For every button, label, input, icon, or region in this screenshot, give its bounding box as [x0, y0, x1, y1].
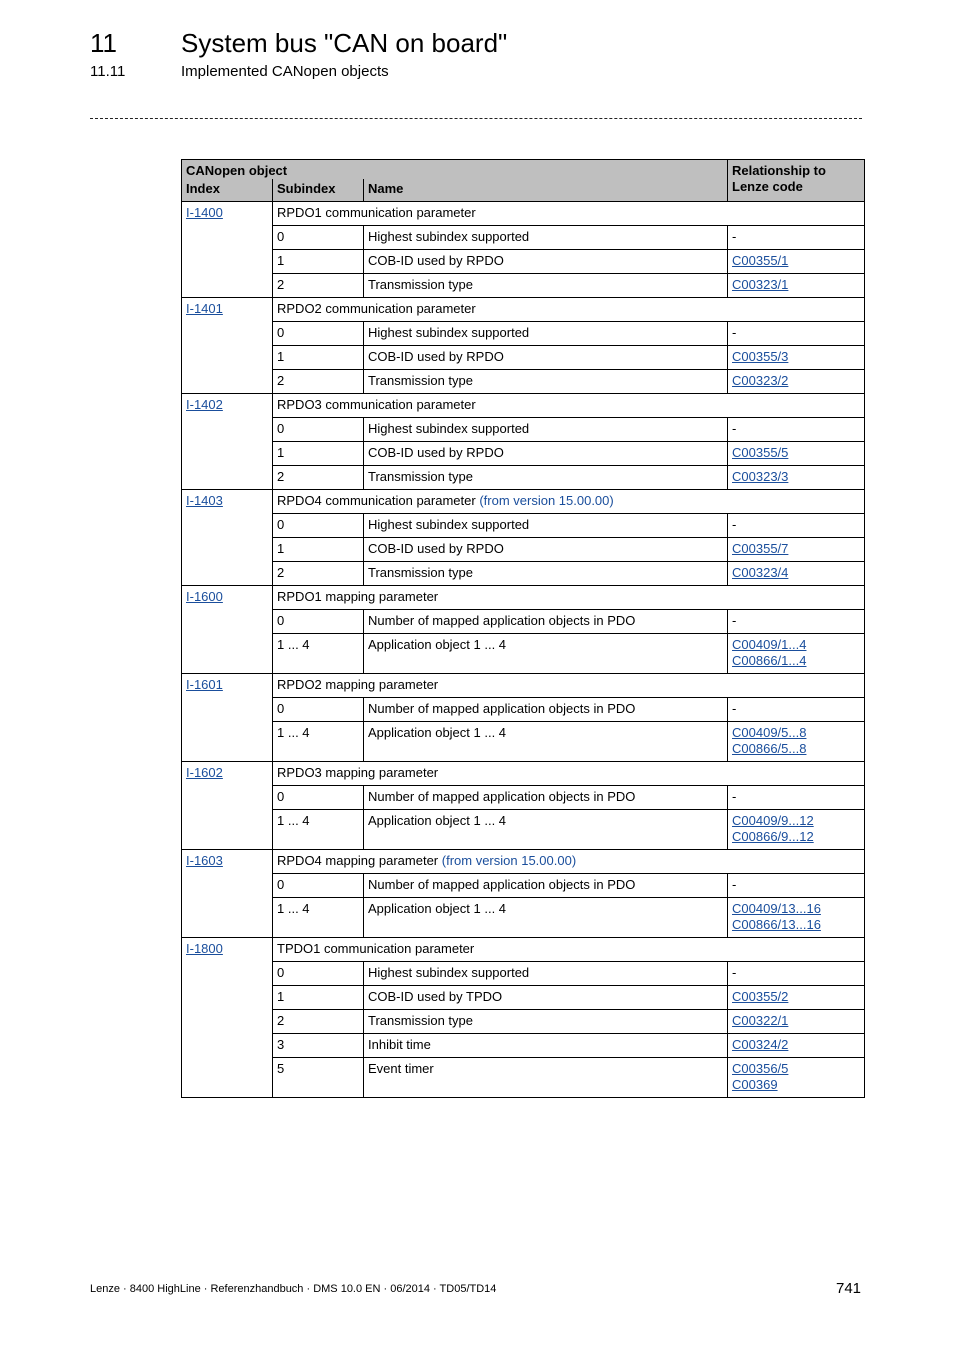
- subindex-row: [182, 226, 865, 250]
- lenze-code-link[interactable]: C00356/5: [732, 1061, 789, 1076]
- lenze-code-cell: [728, 346, 865, 370]
- subindex-row: [182, 538, 865, 562]
- name-cell: Application object 1 ... 4: [364, 634, 728, 674]
- no-code-dash: -: [732, 877, 737, 892]
- index-link[interactable]: I-1600: [186, 589, 223, 604]
- subindex-cell: 1 ... 4: [273, 634, 364, 674]
- subindex-cell: 0: [273, 514, 364, 538]
- lenze-code-link[interactable]: C00866/13...16: [732, 917, 821, 932]
- lenze-code-cell: [728, 786, 865, 810]
- lenze-code-link[interactable]: C00324/2: [732, 1037, 789, 1052]
- name-cell: Highest subindex supported: [364, 418, 728, 442]
- index-cell: [182, 394, 273, 490]
- lenze-code-cell: [728, 226, 865, 250]
- lenze-code-cell: [728, 874, 865, 898]
- name-cell: Highest subindex supported: [364, 322, 728, 346]
- subindex-cell: 1 ... 4: [273, 898, 364, 938]
- subindex-cell: 0: [273, 322, 364, 346]
- lenze-code-cell: [728, 634, 865, 674]
- object-title-cell: [273, 490, 865, 514]
- subindex-cell: 1 ... 4: [273, 810, 364, 850]
- object-title: RPDO2 communication parameter: [277, 301, 476, 316]
- no-code-dash: -: [732, 229, 737, 244]
- subindex-cell: 0: [273, 962, 364, 986]
- index-cell: [182, 490, 273, 586]
- index-link[interactable]: I-1401: [186, 301, 223, 316]
- subindex-row: [182, 1010, 865, 1034]
- lenze-code-link[interactable]: C00322/1: [732, 1013, 789, 1028]
- lenze-code-link[interactable]: C00409/5...8: [732, 725, 807, 740]
- lenze-code-cell: [728, 898, 865, 938]
- lenze-code-link[interactable]: C00409/1...4: [732, 637, 807, 652]
- name-cell: Number of mapped application objects in PDO: [364, 874, 728, 898]
- name-cell: Application object 1 ... 4: [364, 722, 728, 762]
- subindex-row: [182, 442, 865, 466]
- lenze-code-cell: [728, 610, 865, 634]
- lenze-code-link[interactable]: C00866/9...12: [732, 829, 814, 844]
- subindex-cell: 0: [273, 786, 364, 810]
- lenze-code-link[interactable]: C00355/3: [732, 349, 789, 364]
- name-cell: Transmission type: [364, 562, 728, 586]
- index-link[interactable]: I-1403: [186, 493, 223, 508]
- object-title-cell: [273, 586, 865, 610]
- name-cell: Application object 1 ... 4: [364, 810, 728, 850]
- subindex-row: [182, 874, 865, 898]
- version-note: (from version 15.00.00): [479, 493, 614, 508]
- index-cell: [182, 850, 273, 938]
- lenze-code-link[interactable]: C00323/1: [732, 277, 789, 292]
- relationship-column-header: Relationship to Lenze code: [728, 160, 865, 202]
- name-cell: Highest subindex supported: [364, 962, 728, 986]
- subindex-cell: 0: [273, 874, 364, 898]
- subindex-cell: 3: [273, 1034, 364, 1058]
- name-column-header: Name: [364, 179, 728, 202]
- lenze-code-cell: [728, 986, 865, 1010]
- subindex-row: [182, 250, 865, 274]
- subindex-cell: 1: [273, 346, 364, 370]
- subindex-row: [182, 370, 865, 394]
- object-title-cell: [273, 298, 865, 322]
- subindex-cell: 0: [273, 418, 364, 442]
- no-code-dash: -: [732, 965, 737, 980]
- name-cell: Transmission type: [364, 466, 728, 490]
- subindex-row: [182, 786, 865, 810]
- lenze-code-cell: [728, 538, 865, 562]
- subindex-cell: 5: [273, 1058, 364, 1098]
- name-cell: Transmission type: [364, 370, 728, 394]
- lenze-code-link[interactable]: C00355/5: [732, 445, 789, 460]
- lenze-code-cell: [728, 810, 865, 850]
- canopen-objects-table: [181, 159, 865, 1098]
- section-title: Implemented CANopen objects: [181, 63, 389, 80]
- no-code-dash: -: [732, 701, 737, 716]
- object-title-cell: [273, 674, 865, 698]
- index-cell: [182, 298, 273, 394]
- index-cell: [182, 586, 273, 674]
- name-cell: Highest subindex supported: [364, 514, 728, 538]
- lenze-code-link[interactable]: C00355/1: [732, 253, 789, 268]
- subindex-cell: 2: [273, 562, 364, 586]
- version-note: (from version 15.00.00): [441, 853, 577, 868]
- name-cell: Number of mapped application objects in PDO: [364, 698, 728, 722]
- lenze-code-link[interactable]: C00355/2: [732, 989, 789, 1004]
- subindex-row: [182, 322, 865, 346]
- lenze-code-link[interactable]: C00323/2: [732, 373, 789, 388]
- name-cell: Number of mapped application objects in PDO: [364, 786, 728, 810]
- lenze-code-link[interactable]: C00355/7: [732, 541, 789, 556]
- section-number: 11.11: [90, 63, 126, 80]
- subindex-row: [182, 466, 865, 490]
- subindex-row: [182, 418, 865, 442]
- lenze-code-cell: [728, 562, 865, 586]
- object-row: [182, 762, 865, 786]
- name-cell: Event timer: [364, 1058, 728, 1098]
- object-title: RPDO1 communication parameter: [277, 205, 476, 220]
- lenze-code-link[interactable]: C00369: [732, 1077, 778, 1092]
- name-cell: Highest subindex supported: [364, 226, 728, 250]
- object-title: RPDO4 communication parameter: [277, 493, 476, 508]
- lenze-code-cell: [728, 418, 865, 442]
- index-cell: [182, 938, 273, 1098]
- lenze-code-link[interactable]: C00409/13...16: [732, 901, 821, 916]
- lenze-code-cell: [728, 722, 865, 762]
- index-cell: [182, 762, 273, 850]
- subindex-cell: 2: [273, 1010, 364, 1034]
- lenze-code-cell: [728, 442, 865, 466]
- index-link[interactable]: I-1601: [186, 677, 223, 692]
- subindex-cell: 2: [273, 466, 364, 490]
- footer-text: Lenze · 8400 HighLine · Referenzhandbuch · DMS 10.0 EN · 06/2014 · TD05/TD14: [90, 1283, 497, 1295]
- lenze-code-cell: [728, 1034, 865, 1058]
- lenze-code-cell: [728, 370, 865, 394]
- index-cell: [182, 202, 273, 298]
- name-cell: COB-ID used by RPDO: [364, 538, 728, 562]
- index-column-header: Index: [182, 179, 273, 202]
- lenze-code-cell: [728, 1058, 865, 1098]
- subindex-row: [182, 562, 865, 586]
- subindex-row: [182, 698, 865, 722]
- name-cell: Number of mapped application objects in PDO: [364, 610, 728, 634]
- subindex-row: [182, 810, 865, 850]
- object-row: [182, 394, 865, 418]
- lenze-code-link[interactable]: C00409/9...12: [732, 813, 814, 828]
- name-cell: Inhibit time: [364, 1034, 728, 1058]
- chapter-title: System bus "CAN on board": [181, 28, 508, 58]
- no-code-dash: -: [732, 421, 737, 436]
- no-code-dash: -: [732, 325, 737, 340]
- chapter-number: 11: [90, 28, 117, 58]
- object-title-cell: [273, 850, 865, 874]
- lenze-code-cell: [728, 514, 865, 538]
- lenze-code-cell: [728, 274, 865, 298]
- subindex-row: [182, 1058, 865, 1098]
- index-link[interactable]: I-1402: [186, 397, 223, 412]
- name-cell: COB-ID used by RPDO: [364, 442, 728, 466]
- object-title-cell: [273, 394, 865, 418]
- subindex-cell: 0: [273, 610, 364, 634]
- object-title: RPDO4 mapping parameter: [277, 853, 439, 868]
- subindex-row: [182, 610, 865, 634]
- object-row: [182, 202, 865, 226]
- object-title: TPDO1 communication parameter: [277, 941, 475, 956]
- object-row: [182, 938, 865, 962]
- object-row: [182, 850, 865, 874]
- subindex-cell: 1: [273, 986, 364, 1010]
- object-row: [182, 674, 865, 698]
- subindex-cell: 1: [273, 250, 364, 274]
- subindex-row: [182, 1034, 865, 1058]
- object-title-cell: [273, 762, 865, 786]
- lenze-code-cell: [728, 466, 865, 490]
- object-title: RPDO3 mapping parameter: [277, 765, 439, 780]
- subindex-column-header: Subindex: [273, 179, 364, 202]
- subindex-row: [182, 514, 865, 538]
- object-title-cell: [273, 202, 865, 226]
- object-title: RPDO3 communication parameter: [277, 397, 476, 412]
- index-cell: [182, 674, 273, 762]
- subindex-cell: 1: [273, 442, 364, 466]
- subindex-cell: 2: [273, 370, 364, 394]
- object-row: [182, 586, 865, 610]
- subindex-cell: 0: [273, 698, 364, 722]
- lenze-code-link[interactable]: C00866/1...4: [732, 653, 807, 668]
- subindex-row: [182, 962, 865, 986]
- lenze-code-link[interactable]: C00323/3: [732, 469, 789, 484]
- object-row: [182, 490, 865, 514]
- name-cell: Transmission type: [364, 274, 728, 298]
- no-code-dash: -: [732, 613, 737, 628]
- no-code-dash: -: [732, 789, 737, 804]
- subindex-row: [182, 986, 865, 1010]
- subindex-row: [182, 722, 865, 762]
- object-row: [182, 298, 865, 322]
- subindex-row: [182, 274, 865, 298]
- name-cell: COB-ID used by RPDO: [364, 346, 728, 370]
- name-cell: COB-ID used by RPDO: [364, 250, 728, 274]
- name-cell: Transmission type: [364, 1010, 728, 1034]
- index-link[interactable]: I-1800: [186, 941, 223, 956]
- table-group-header: CANopen object: [182, 160, 728, 180]
- lenze-code-link[interactable]: C00323/4: [732, 565, 789, 580]
- object-title: RPDO2 mapping parameter: [277, 677, 439, 692]
- table-body: [182, 202, 865, 1098]
- index-link[interactable]: I-1603: [186, 853, 223, 868]
- subindex-cell: 0: [273, 226, 364, 250]
- lenze-code-cell: [728, 962, 865, 986]
- subindex-cell: 2: [273, 274, 364, 298]
- no-code-dash: -: [732, 517, 737, 532]
- page-number: 741: [836, 1280, 862, 1297]
- index-link[interactable]: I-1400: [186, 205, 223, 220]
- object-title-cell: [273, 938, 865, 962]
- subindex-row: [182, 634, 865, 674]
- lenze-code-cell: [728, 322, 865, 346]
- subindex-row: [182, 898, 865, 938]
- subindex-cell: 1 ... 4: [273, 722, 364, 762]
- lenze-code-link[interactable]: C00866/5...8: [732, 741, 807, 756]
- subindex-row: [182, 346, 865, 370]
- lenze-code-cell: [728, 250, 865, 274]
- index-link[interactable]: I-1602: [186, 765, 223, 780]
- name-cell: Application object 1 ... 4: [364, 898, 728, 938]
- subindex-cell: 1: [273, 538, 364, 562]
- lenze-code-cell: [728, 698, 865, 722]
- name-cell: COB-ID used by TPDO: [364, 986, 728, 1010]
- lenze-code-cell: [728, 1010, 865, 1034]
- header-divider: [90, 118, 862, 119]
- object-title: RPDO1 mapping parameter: [277, 589, 439, 604]
